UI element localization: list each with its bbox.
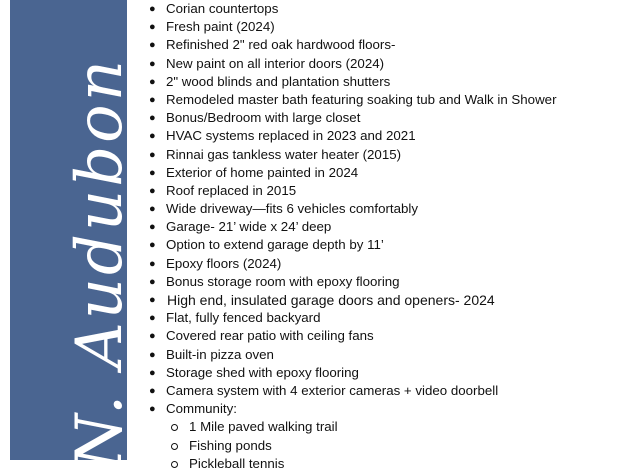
side-title-band [10, 0, 137, 470]
bullet-icon: ● [149, 57, 156, 70]
list-item: Fishing ponds [148, 437, 638, 455]
list-item: ● Rinnai gas tankless water heater (2015) [148, 146, 638, 164]
list-item: ● Camera system with 4 exterior cameras + video doorbell [148, 382, 638, 400]
list-item: 1 Mile paved walking trail [148, 418, 638, 436]
circle-bullet-icon [171, 461, 178, 468]
list-item: ● 2" wood blinds and plantation shutters [148, 73, 638, 91]
list-item: ● Remodeled master bath featuring soaking tub and Walk in Shower [148, 91, 638, 109]
bullet-icon: ● [149, 93, 156, 106]
bullet-icon: ● [149, 130, 156, 143]
list-item: ● New paint on all interior doors (2024) [148, 55, 638, 73]
list-item: ● Community: [148, 400, 638, 418]
bullet-icon: ● [149, 203, 156, 216]
list-item: ● Epoxy floors (2024) [148, 255, 638, 273]
list-item: ● Roof replaced in 2015 [148, 182, 638, 200]
bullet-icon: ● [149, 75, 156, 88]
list-item: ● Wide driveway—fits 6 vehicles comfortably [148, 200, 638, 218]
bullet-icon: ● [149, 3, 156, 15]
bullet-icon: ● [149, 239, 156, 252]
circle-bullet-icon [171, 424, 178, 431]
feature-list [148, 0, 638, 473]
bullet-icon: ● [149, 294, 156, 306]
community-sublist [148, 418, 638, 473]
bullet-icon: ● [149, 384, 156, 397]
list-item: ● Corian countertops [148, 0, 638, 18]
list-item: ● Refinished 2" red oak hardwood floors- [148, 36, 638, 54]
bullet-icon: ● [149, 184, 156, 197]
list-item: ● Storage shed with epoxy flooring [148, 364, 638, 382]
list-item: ● Flat, fully fenced backyard [148, 309, 638, 327]
bullet-icon: ● [149, 403, 156, 416]
list-item: ● HVAC systems replaced in 2023 and 2021 [148, 127, 638, 145]
property-name-vertical: N. Audubon [63, 57, 137, 470]
bullet-icon: ● [149, 330, 156, 343]
bullet-icon: ● [149, 148, 156, 161]
list-item: ● Bonus storage room with epoxy flooring [148, 273, 638, 291]
list-item: ● High end, insulated garage doors and openers- 2024 [149, 292, 495, 308]
list-item: ● Exterior of home painted in 2024 [148, 164, 638, 182]
bullet-icon: ● [149, 366, 156, 379]
list-item: Pickleball tennis [148, 455, 638, 473]
bullet-icon: ● [149, 112, 156, 125]
list-item: ● Bonus/Bedroom with large closet [148, 109, 638, 127]
circle-bullet-icon [171, 443, 178, 450]
list-item: ● Garage- 21’ wide x 24’ deep [148, 218, 638, 236]
list-item: ● Built-in pizza oven [148, 346, 638, 364]
bullet-icon: ● [149, 348, 156, 361]
bullet-icon: ● [149, 312, 156, 325]
bullet-icon: ● [149, 275, 156, 288]
bullet-icon: ● [149, 257, 156, 270]
bullet-icon: ● [149, 221, 156, 234]
list-item: ● Covered rear patio with ceiling fans [148, 327, 638, 345]
list-item: ● Fresh paint (2024) [148, 18, 638, 36]
list-item: ● Option to extend garage depth by 11’ [148, 236, 638, 254]
bullet-icon: ● [149, 21, 156, 34]
bullet-icon: ● [149, 39, 156, 52]
bullet-icon: ● [149, 166, 156, 179]
